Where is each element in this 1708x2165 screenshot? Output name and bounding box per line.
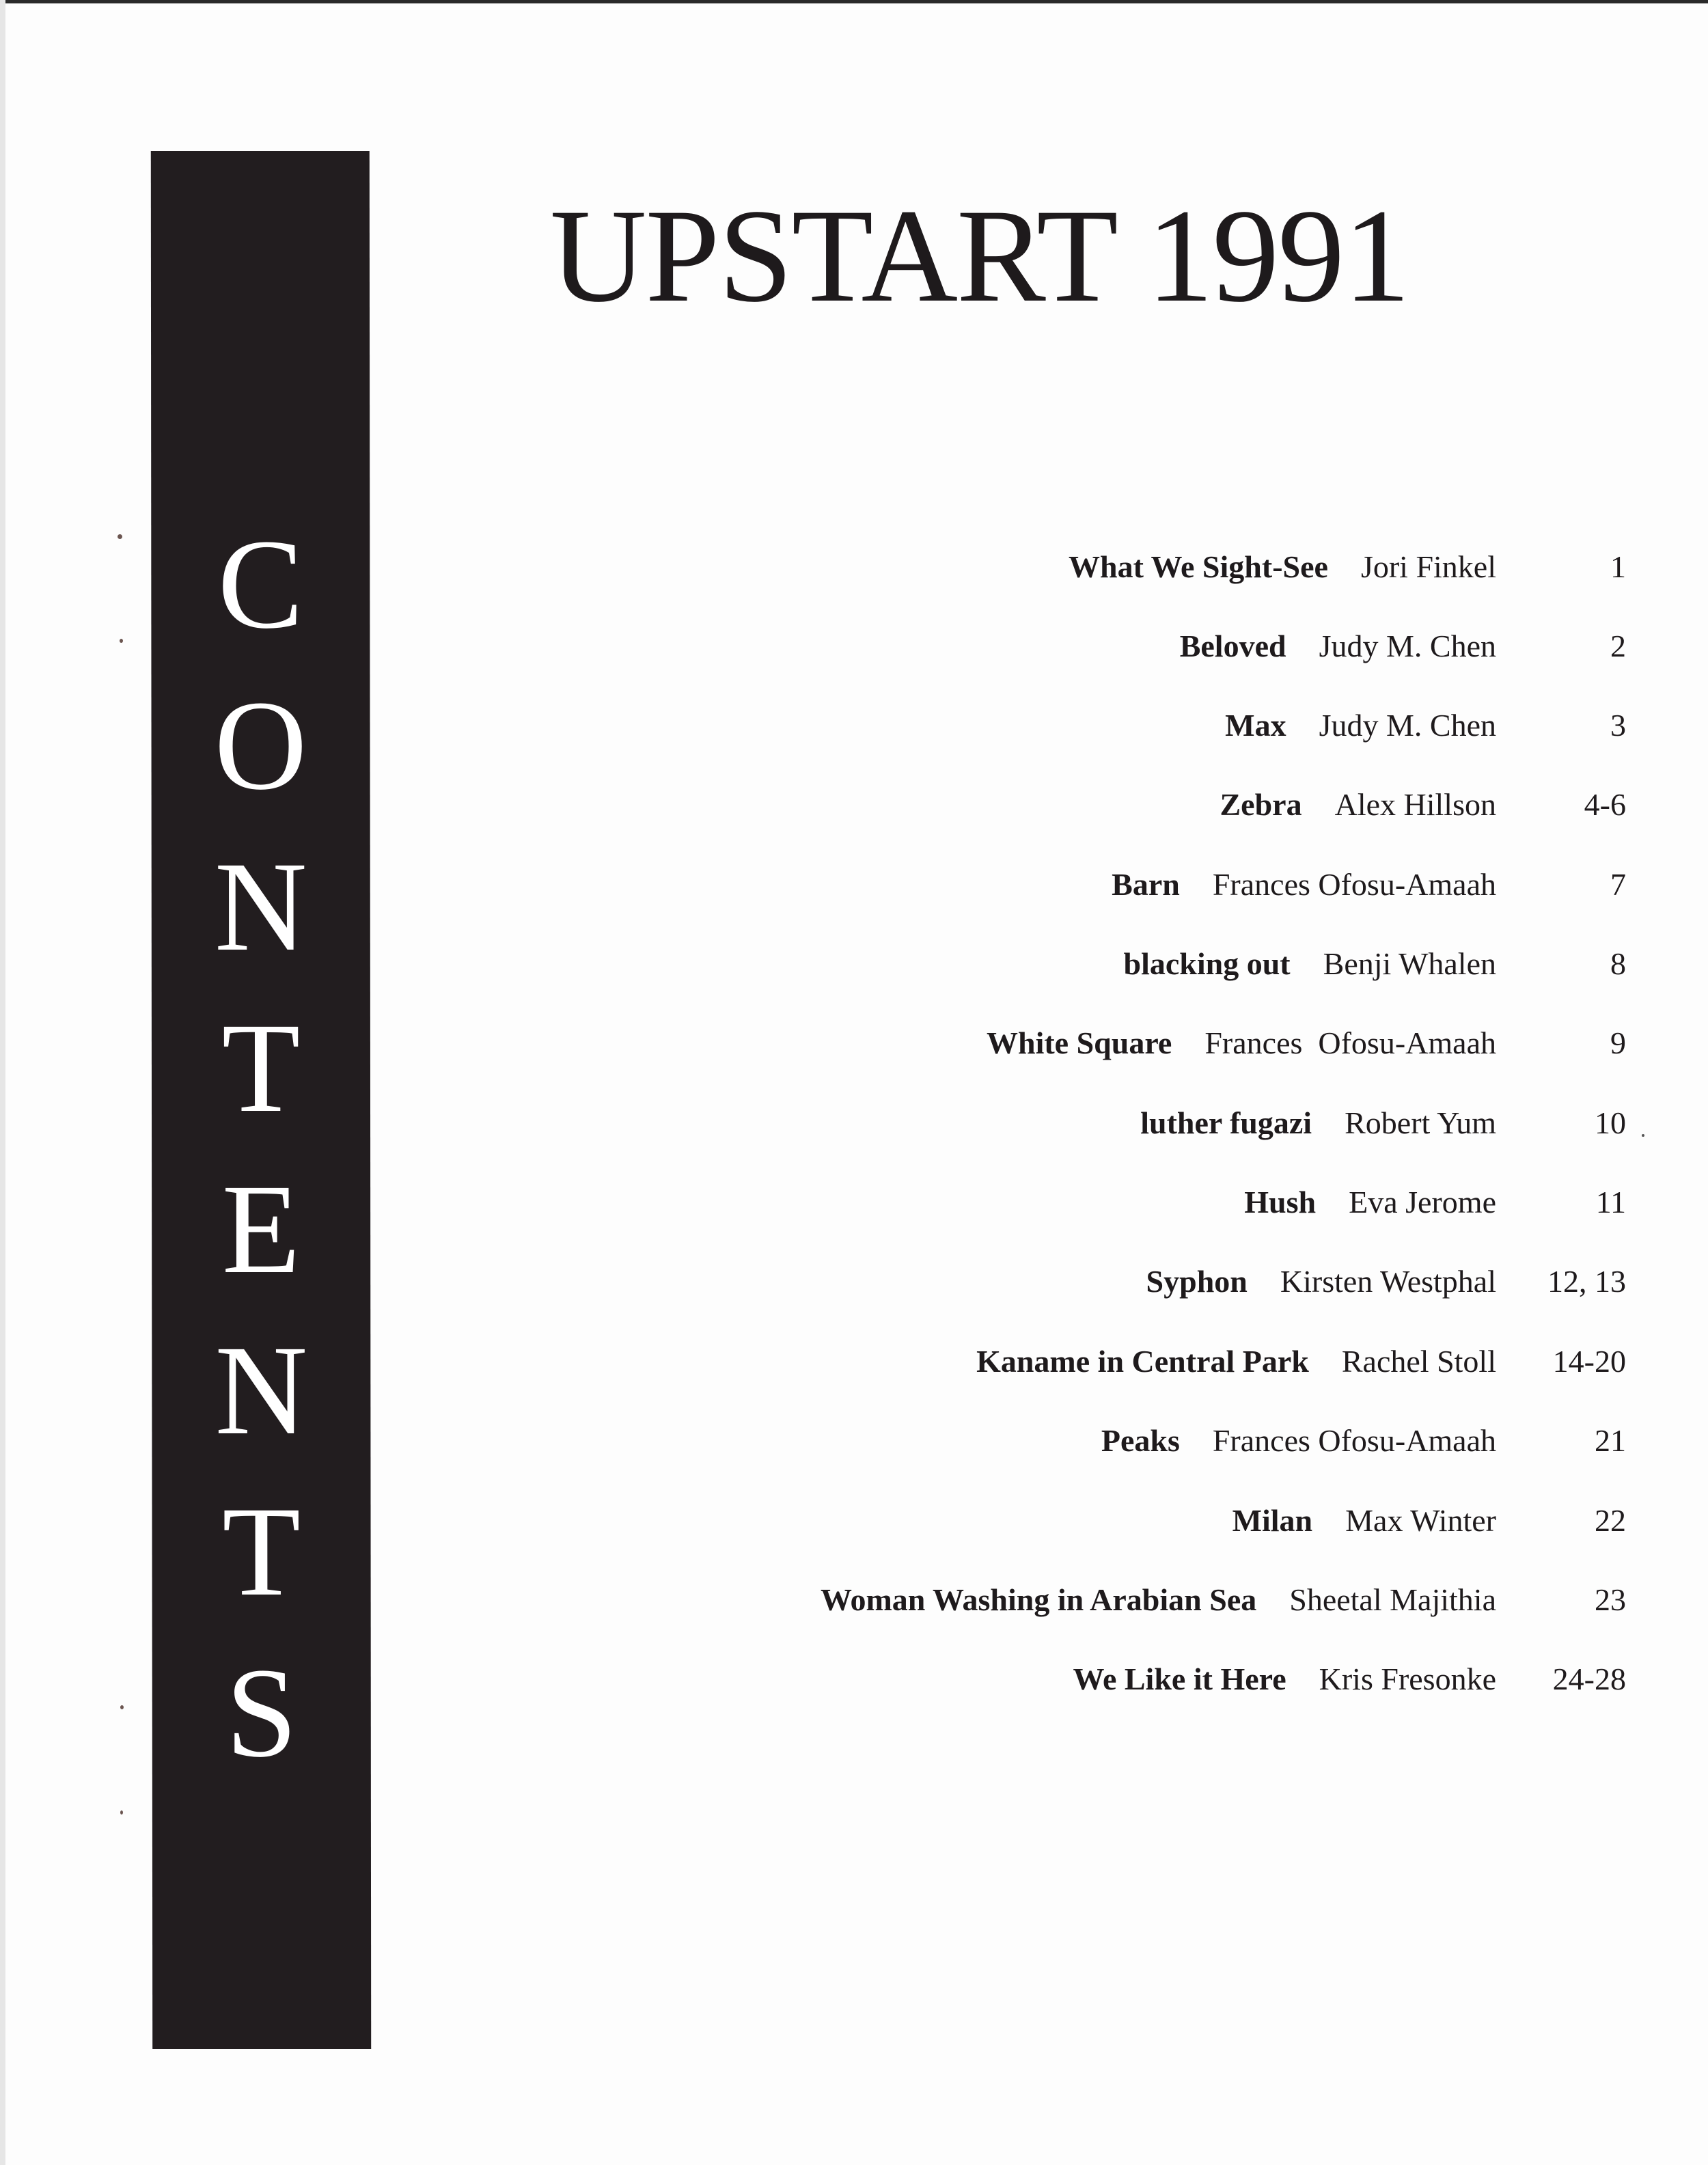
contents-letter: N xyxy=(215,1319,308,1461)
toc-author: Alex Hillson xyxy=(1334,787,1496,822)
scan-speck xyxy=(1642,1134,1644,1137)
binding-hole-mark xyxy=(120,1810,123,1815)
toc-row xyxy=(683,705,1626,746)
contents-letter: E xyxy=(221,1157,301,1300)
toc-row xyxy=(683,1261,1626,1302)
contents-letter: T xyxy=(222,1480,301,1623)
toc-piece-title: Peaks xyxy=(1101,1423,1180,1458)
toc-page-number: 4-6 xyxy=(1584,787,1626,822)
toc-author: Kris Fresonke xyxy=(1319,1661,1496,1696)
toc-author: Rachel Stoll xyxy=(1341,1344,1496,1379)
toc-piece-title: What We Sight-See xyxy=(1068,549,1328,584)
toc-author: Frances Ofosu-Amaah xyxy=(1204,1025,1496,1060)
toc-author: Kirsten Westphal xyxy=(1280,1264,1496,1299)
toc-page-number: 12, 13 xyxy=(1547,1264,1626,1299)
contents-sidebar xyxy=(151,151,371,2049)
toc-piece-title: Zebra xyxy=(1220,787,1302,822)
toc-piece-title: blacking out xyxy=(1123,946,1291,981)
toc-page-number: 24-28 xyxy=(1552,1661,1626,1696)
toc-author: Frances Ofosu-Amaah xyxy=(1212,1423,1496,1458)
toc-piece-title: We Like it Here xyxy=(1073,1661,1286,1696)
toc-piece-title: Kaname in Central Park xyxy=(976,1344,1309,1379)
toc-author: Judy M. Chen xyxy=(1319,708,1496,743)
toc-row xyxy=(683,1023,1626,1064)
binding-hole-mark xyxy=(120,639,123,643)
contents-letter: T xyxy=(221,996,301,1139)
toc-page-number: 9 xyxy=(1610,1025,1626,1060)
toc-row xyxy=(683,547,1626,588)
contents-letter: O xyxy=(214,674,307,816)
page-title: UPSTART 1991 xyxy=(550,182,1409,330)
top-edge-rule xyxy=(0,0,1708,3)
toc-page-number: 23 xyxy=(1595,1582,1626,1617)
toc-author: Robert Yum xyxy=(1345,1105,1496,1140)
toc-page-number: 11 xyxy=(1595,1185,1626,1219)
toc-row xyxy=(683,943,1626,984)
toc-row xyxy=(683,1182,1626,1223)
toc-piece-title: Milan xyxy=(1232,1503,1313,1538)
binding-hole-mark xyxy=(118,534,122,539)
toc-row xyxy=(683,1420,1626,1461)
toc-row xyxy=(683,1103,1626,1144)
toc-row xyxy=(683,626,1626,667)
toc-piece-title: Beloved xyxy=(1179,629,1286,663)
toc-author: Judy M. Chen xyxy=(1319,629,1496,663)
toc-row xyxy=(683,784,1626,825)
contents-letter: C xyxy=(217,512,304,655)
toc-page-number: 1 xyxy=(1610,549,1626,584)
toc-page-number: 3 xyxy=(1610,708,1626,743)
toc-page-number: 22 xyxy=(1595,1503,1626,1538)
toc-piece-title: Syphon xyxy=(1146,1264,1248,1299)
toc-author: Max Winter xyxy=(1345,1503,1496,1538)
toc-piece-title: Barn xyxy=(1112,867,1180,902)
toc-author: Sheetal Majithia xyxy=(1289,1582,1496,1617)
toc-piece-title: Woman Washing in Arabian Sea xyxy=(820,1582,1257,1617)
toc-piece-title: Hush xyxy=(1244,1185,1317,1219)
binding-hole-mark xyxy=(120,1705,124,1709)
toc-page-number: 7 xyxy=(1610,867,1626,902)
toc-row xyxy=(683,1659,1626,1700)
toc-piece-title: Max xyxy=(1225,708,1286,743)
toc-row xyxy=(683,1580,1626,1621)
toc-page-number: 14-20 xyxy=(1552,1344,1626,1379)
toc-row xyxy=(683,1341,1626,1382)
toc-page-number: 10 xyxy=(1595,1105,1626,1140)
toc-author: Frances Ofosu-Amaah xyxy=(1212,867,1496,902)
toc-piece-title: luther fugazi xyxy=(1140,1105,1312,1140)
toc-author: Eva Jerome xyxy=(1349,1185,1496,1219)
toc-author: Jori Finkel xyxy=(1360,549,1496,584)
toc-page-number: 21 xyxy=(1595,1423,1626,1458)
contents-letter: S xyxy=(225,1641,298,1784)
toc-author: Benji Whalen xyxy=(1323,946,1496,981)
toc-row xyxy=(683,864,1626,905)
toc-piece-title: White Square xyxy=(986,1025,1172,1060)
toc-row xyxy=(683,1500,1626,1541)
toc-page-number: 2 xyxy=(1610,629,1626,663)
toc-page-number: 8 xyxy=(1610,946,1626,981)
page-left-edge xyxy=(0,0,5,2165)
contents-letter: N xyxy=(214,835,307,978)
